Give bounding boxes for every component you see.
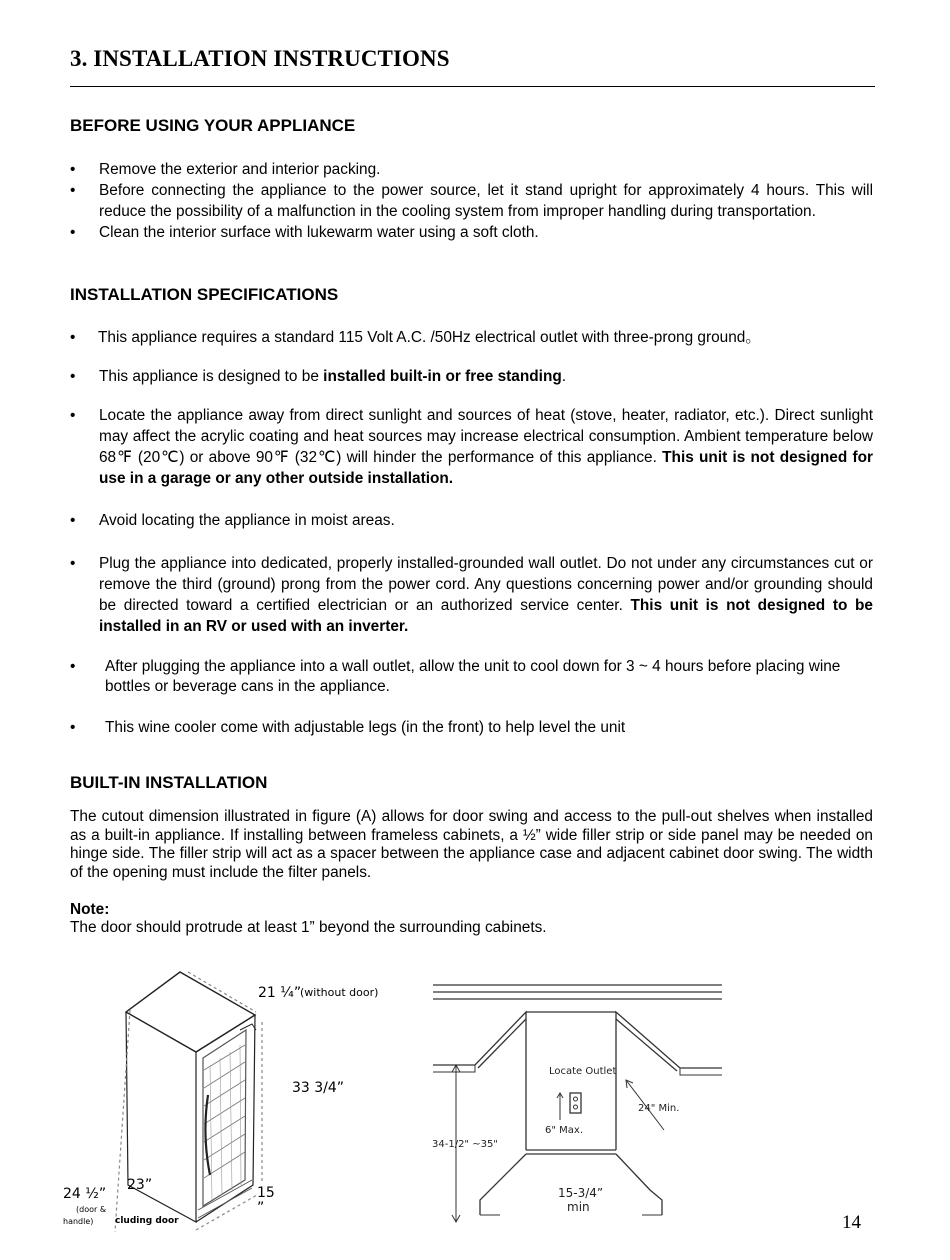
width-dimension-label: 21 ¼” [258,985,302,1001]
depth-dimension-note-1: (door & [76,1205,107,1214]
builtin-heading: BUILT-IN INSTALLATION [70,773,268,792]
spec-item-cool-down: • After plugging the appliance into a wall outlet, allow the unit to cool down for 3 ~ 4 hours before placing wine bottles or beverage cans in the appliance. [70,657,873,696]
spec-emphasis: installed built-in or free standing [323,368,562,385]
spec-text: Plug the appliance into dedicated, properly installed-grounded wall outlet. Do not under any circumstances cut or remove the third (ground) prong from the power cord. Any questions concerning power and/or grounding should be directed toward a certified electrician or an authorized service center. [99,555,873,614]
base-dimension-label: 23” [127,1177,153,1193]
spec-item-moisture: • Avoid locating the appliance in moist areas. [70,510,873,531]
depth-dimension-note-2: handle) [63,1217,94,1226]
cutout-width-label: 15-3/4” [558,1186,604,1200]
side-dimension-mark: ” [257,1200,265,1216]
spec-item-electrical: • This appliance requires a standard 115 Volt A.C. /50Hz electrical outlet with three-prong ground。 [70,327,873,348]
cutout-width-note: min [567,1200,590,1214]
list-item: • Before connecting the appliance to the power source, let it stand upright for approximately 4 hours. This will reduce the possibility of a malfunction in the cooling system from improper handling during transportation. [70,180,873,222]
page-title: 3. INSTALLATION INSTRUCTIONS [70,46,450,71]
locate-outlet-label: Locate Outlet [549,1066,617,1077]
spec-emphasis: This unit is not designed to be installed in an RV or used with an inverter. [99,597,873,635]
figure-caption-fragment: cluding door [115,1216,179,1226]
height-dimension-label: 33 3/4” [292,1080,345,1096]
specifications-heading: INSTALLATION SPECIFICATIONS [70,285,339,304]
wine-cooler-drawing [115,972,265,1232]
spec-text: . [561,368,567,385]
spec-text: Locate the appliance away from direct sunlight and sources of heat (stove, heater, radiator, etc.). Direct sunlight may affect the acrylic coating and heat sources may increase electrical consumption. Ambient temperature below 68℉ (20℃) or above 90℉ (32℃) will hinder the performance of this appliance. [99,407,873,466]
note-label: Note: [70,901,110,918]
list-item: • Remove the exterior and interior packing. [70,159,873,180]
before-using-heading: BEFORE USING YOUR APPLIANCE [70,116,356,135]
page-number: 14 [842,1212,861,1233]
spec-item-legs: • This wine cooler come with adjustable legs (in the front) to help level the unit [70,717,873,738]
depth-dimension-label: 24 ½” [63,1186,107,1202]
note-text: The door should protrude at least 1” beyond the surrounding cabinets. [70,919,547,936]
side-dimension-label: 15 [257,1185,275,1201]
clearance-min-label: 24" Min. [638,1103,680,1114]
cutout-height-label: 34-1/2" ~35" [432,1139,498,1150]
spec-text: This appliance is designed to be [99,368,324,385]
builtin-paragraph: The cutout dimension illustrated in figure (A) allows for door swing and access to the pull-out shelves when installed as a built-in appliance. If installing between frameless cabinets, a ½” wide filler strip or side panel may be needed on hinge side. The filler strip will act as a spacer between the appliance case and adjacent cabinet door swing. The width of the opening must include the filter panels. [70,808,873,881]
spec-emphasis: This unit is not designed for use in a garage or any other outside installation. [99,449,874,487]
list-item: • Clean the interior surface with lukewarm water using a soft cloth. [70,222,873,243]
width-dimension-note: (without door) [300,986,379,999]
outlet-max-label: 6" Max. [545,1125,583,1136]
